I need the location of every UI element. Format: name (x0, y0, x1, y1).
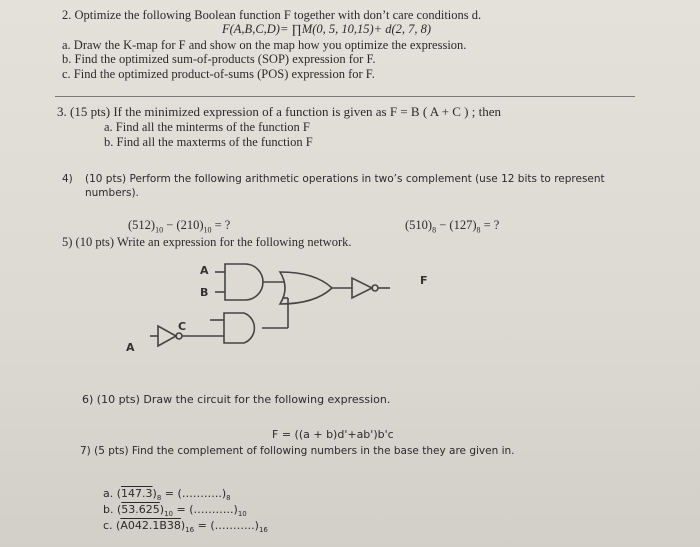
q6-heading: 6) (10 pts) Draw the circuit for the following expression. (82, 393, 391, 406)
q2-heading: 2. Optimize the following Boolean function F together with don’t care conditions d. (62, 8, 482, 22)
q7-heading: 7) (5 pts) Find the complement of following numbers in the base they are given in. (80, 445, 515, 457)
input-a-top: A (200, 264, 209, 277)
q3-part-b: b. Find all the maxterms of the function F (104, 135, 313, 149)
q4-heading: (10 pts) Perform the following arithmetic operations in two’s complement (use 12 bits to represent (85, 173, 605, 185)
q2-part-c: c. Find the optimized product-of-sums (POS) expression for F. (62, 67, 375, 81)
not-gate (352, 278, 372, 298)
q3-heading: 3. (15 pts) If the minimized expression of a function is given as F = B ( A + C ) ; then (57, 104, 501, 119)
q4-expr-2: $(510)_8 - (127)_8$ = ? (405, 218, 500, 235)
q4-expr-1: $(512)_{10} - (210)_{10}$ = ? (128, 218, 231, 235)
q2-function: F(A,B,C,D)= ∏M(0, 5, 10,15)+ d(2, 7, 8) (222, 22, 432, 36)
q7-item-c: c. $(A042.1B38)_{16}$ = $(\dots\dots\dots..)_{16}$ (103, 519, 268, 535)
q5-heading: 5) (10 pts) Write an expression for the following network. (62, 235, 352, 249)
input-a-bottom: A (126, 341, 135, 354)
q2-part-a: a. Draw the K-map for F and show on the map how you optimize the expression. (62, 38, 467, 52)
and-gate-lower (224, 313, 254, 343)
and-gate (225, 264, 263, 300)
q2-part-b: b. Find the optimized sum-of-products (SOP) expression for F. (62, 52, 376, 66)
logic-network-diagram (120, 258, 440, 358)
input-b: B (200, 286, 209, 299)
q7-item-b: b. $(53.625)_{10}$ = $(\dots\dots\dots..)_{10}$ (103, 503, 247, 519)
q4-number: 4) (62, 173, 73, 185)
output-f: F (420, 274, 428, 287)
q6-expression: F = ((a + b)d'+ab')b'c (272, 428, 394, 441)
q4-heading-cont: numbers). (85, 187, 139, 199)
q3-part-a: a. Find all the minterms of the function F (104, 120, 310, 134)
section-divider (55, 96, 635, 97)
q7-item-a: a. $(147.3)_8$ = $(\dots\dots\dots..)_8$ (103, 487, 231, 503)
input-c: C (178, 320, 187, 333)
